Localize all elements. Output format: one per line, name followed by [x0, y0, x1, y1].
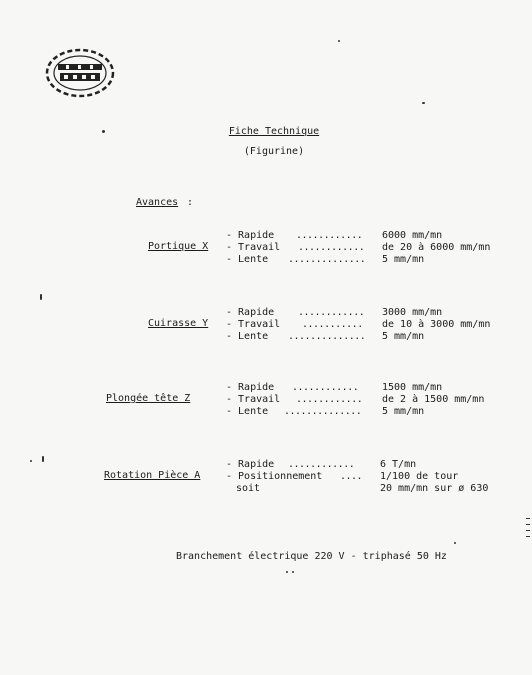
row-value: 1500 mm/mn	[382, 382, 443, 393]
row-value: de 20 à 6000 mm/mn	[382, 242, 491, 253]
axis-name-y: Cuirasse Y	[148, 318, 209, 329]
row-leader: ............	[298, 242, 365, 253]
row-value: de 2 à 1500 mm/mn	[382, 394, 485, 405]
scan-speck	[526, 524, 530, 525]
row-label: - Travail	[226, 242, 281, 253]
scan-speck	[102, 130, 105, 133]
scan-speck	[292, 571, 294, 573]
row-leader: ..............	[288, 331, 366, 342]
row-label: - Lente	[226, 406, 269, 417]
row-leader: ............	[296, 394, 363, 405]
row-value: 6 T/mn	[380, 459, 417, 470]
row-leader: ...........	[302, 319, 363, 330]
scan-speck	[526, 530, 530, 531]
row-value: 5 mm/mn	[382, 254, 425, 265]
scan-speck	[42, 456, 44, 462]
row-value: 6000 mm/mn	[382, 230, 443, 241]
row-leader: ..............	[288, 254, 366, 265]
scan-speck	[286, 571, 288, 573]
row-value: 1/100 de tour	[380, 471, 459, 482]
row-label: - Rapide	[226, 459, 275, 470]
row-label: - Rapide	[226, 382, 275, 393]
row-value: 5 mm/mn	[382, 331, 425, 342]
scan-speck	[526, 536, 530, 537]
row-label: - Lente	[226, 254, 269, 265]
row-leader: ..............	[284, 406, 362, 417]
row-leader: ............	[288, 459, 355, 470]
row-label: - Positionnement	[226, 471, 323, 482]
section-title: Avances	[136, 197, 179, 208]
row-leader: ............	[298, 307, 365, 318]
row-label: - Rapide	[226, 307, 275, 318]
row-label: - Lente	[226, 331, 269, 342]
row-leader: ............	[292, 382, 359, 393]
scan-speck	[338, 40, 340, 42]
scan-speck	[422, 102, 425, 104]
scan-speck	[454, 542, 456, 544]
row-label: soit	[236, 483, 261, 494]
row-leader: ............	[296, 230, 363, 241]
row-value: de 10 à 3000 mm/mn	[382, 319, 491, 330]
row-label: - Travail	[226, 394, 281, 405]
axis-name-z: Plongée tête Z	[106, 393, 191, 404]
document-subtitle: (Figurine)	[243, 146, 305, 157]
scan-speck	[526, 518, 530, 519]
electrical-connection-note: Branchement électrique 220 V - triphasé 50 Hz	[176, 551, 447, 562]
row-value: 3000 mm/mn	[382, 307, 443, 318]
scan-speck	[30, 460, 32, 462]
row-value: 20 mm/mn sur ø 630	[380, 483, 489, 494]
scan-speck	[40, 294, 42, 300]
row-label: - Rapide	[226, 230, 275, 241]
axis-name-x: Portique X	[148, 241, 209, 252]
document-title: Fiche Technique	[228, 126, 320, 137]
row-label: - Travail	[226, 319, 281, 330]
row-leader: ....	[340, 471, 363, 482]
axis-name-a: Rotation Pièce A	[104, 470, 201, 481]
row-value: 5 mm/mn	[382, 406, 425, 417]
company-logo-stamp	[42, 46, 118, 100]
section-title-colon: :	[187, 197, 194, 208]
